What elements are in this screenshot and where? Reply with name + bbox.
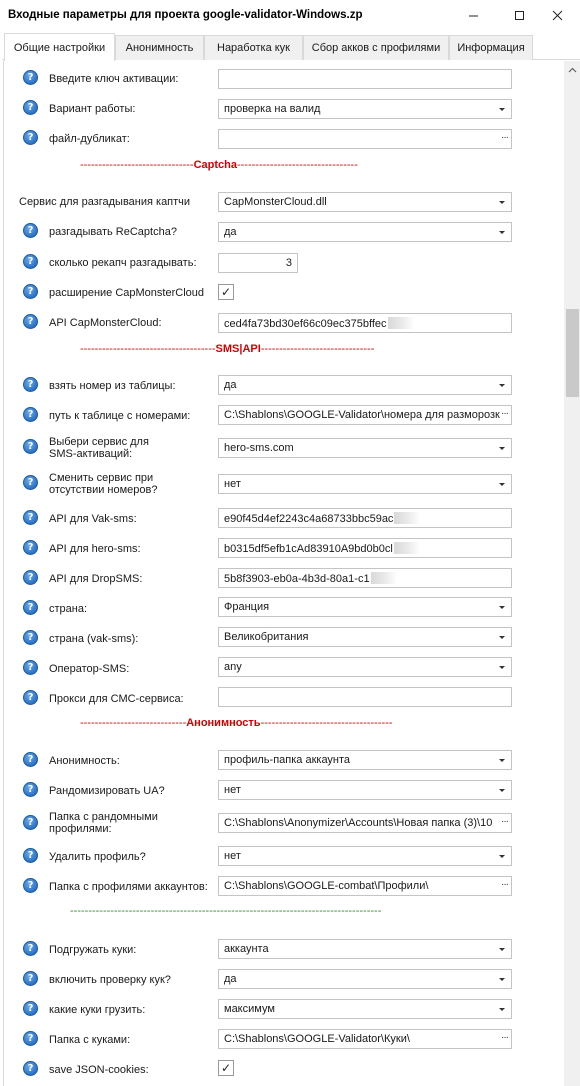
capmonster-extension-checkbox[interactable] xyxy=(218,284,234,300)
captcha-service-value: CapMonsterCloud.dll xyxy=(224,196,327,208)
country-vak-select[interactable] xyxy=(218,627,512,647)
tab-anonymity[interactable]: Анонимность xyxy=(115,35,204,60)
browse-icon[interactable]: ··· xyxy=(501,132,508,143)
separator-title: Анонимность xyxy=(186,717,261,729)
help-icon[interactable]: ? xyxy=(23,1061,38,1076)
separator-dashes: ------------------------------- xyxy=(260,343,375,355)
work-mode-label: Вариант работы: xyxy=(49,103,136,115)
help-icon[interactable]: ? xyxy=(23,752,38,767)
capmonster-api-label: API CapMonsterCloud: xyxy=(49,317,162,329)
help-icon[interactable]: ? xyxy=(23,70,38,85)
random-profiles-folder-value: C:\Shablons\Anonymizer\Accounts\Новая папка (3)\10 xyxy=(224,817,493,829)
separator-title: SMS|API xyxy=(215,343,261,355)
minimize-icon xyxy=(468,10,479,21)
minimize-button[interactable] xyxy=(450,0,496,30)
window-title: Входные параметры для проекта google-validator-Windows.zp xyxy=(8,9,363,21)
help-icon[interactable]: ? xyxy=(23,377,38,392)
load-cookies-select[interactable] xyxy=(218,939,512,959)
duplicate-file-input[interactable] xyxy=(218,129,512,149)
delete-profile-value: нет xyxy=(224,850,241,862)
scroll-up-button[interactable] xyxy=(564,61,580,78)
help-icon[interactable]: ? xyxy=(23,314,38,329)
help-icon[interactable]: ? xyxy=(23,815,38,830)
help-icon[interactable]: ? xyxy=(23,407,38,422)
save-json-cookies-label: save JSON-cookies: xyxy=(49,1064,149,1076)
help-icon[interactable]: ? xyxy=(23,878,38,893)
checkmark-icon: ✓ xyxy=(220,1061,232,1075)
help-icon[interactable]: ? xyxy=(23,510,38,525)
browse-icon[interactable]: ··· xyxy=(501,879,508,890)
api-vak-input[interactable] xyxy=(218,508,512,528)
cookies-folder-label: Папка с куками: xyxy=(49,1034,131,1046)
separator-dashes: ------------------------------- xyxy=(80,159,194,171)
change-service-label: Сменить сервис при отсутствии номеров? xyxy=(49,472,158,496)
country-vak-value: Великобритания xyxy=(224,631,309,643)
help-icon[interactable]: ? xyxy=(23,630,38,645)
country-vak-label: страна (vak-sms): xyxy=(49,633,139,645)
sms-api-separator xyxy=(80,343,374,355)
captcha-service-select[interactable] xyxy=(218,192,512,212)
sms-proxy-input[interactable] xyxy=(218,687,512,707)
separator-title: Captcha xyxy=(193,159,237,171)
activation-key-input[interactable] xyxy=(218,69,512,89)
tab-information[interactable]: Информация xyxy=(449,35,533,60)
help-icon[interactable]: ? xyxy=(23,439,38,454)
account-profiles-folder-input[interactable] xyxy=(218,876,512,896)
help-icon[interactable]: ? xyxy=(23,848,38,863)
numbers-table-path-input[interactable] xyxy=(218,405,512,425)
solve-recaptcha-value: да xyxy=(224,226,237,238)
separator-dashes: ------------------------------------- xyxy=(80,343,216,355)
check-cookies-value: да xyxy=(224,973,237,985)
browse-icon[interactable]: ··· xyxy=(501,816,508,827)
randomize-ua-value: нет xyxy=(224,784,241,796)
help-icon[interactable]: ? xyxy=(23,782,38,797)
help-icon[interactable]: ? xyxy=(23,1001,38,1016)
tab-general-settings[interactable]: Общие настройки xyxy=(4,33,115,61)
browse-icon[interactable]: ··· xyxy=(501,1032,508,1043)
api-vak-value: e90f45d4ef2243c4a68733bbc59ac xyxy=(224,513,394,525)
api-hero-value: b0315df5efb1cAd83910A9bd0b0cl xyxy=(224,543,393,555)
anonymity-label: Анонимность: xyxy=(49,755,120,767)
cookies-folder-value: C:\Shablons\GOOGLE-Validator\Куки\ xyxy=(224,1033,410,1045)
account-profiles-folder-label: Папка с профилями аккаунтов: xyxy=(49,881,208,893)
duplicate-file-label: файл-дубликат: xyxy=(49,133,130,145)
recaptcha-count-input[interactable]: 3 xyxy=(218,253,298,273)
settings-panel xyxy=(3,61,564,1086)
chevron-up-icon xyxy=(568,67,577,73)
randomize-ua-label: Рандомизировать UA? xyxy=(49,785,165,797)
country-value: Франция xyxy=(224,601,270,613)
captcha-separator xyxy=(80,159,358,171)
scroll-thumb[interactable] xyxy=(566,309,579,397)
api-vak-label: API для Vak-sms: xyxy=(49,513,137,525)
browse-icon[interactable]: ··· xyxy=(501,408,508,419)
anonymity-select[interactable] xyxy=(218,750,512,770)
capmonster-extension-label: расширение CapMonsterCloud xyxy=(49,287,204,299)
help-icon[interactable]: ? xyxy=(23,284,38,299)
numbers-table-path-value: C:\Shablons\GOOGLE-Validator\номера для разморозк xyxy=(224,409,500,421)
captcha-service-label: Сервис для разгадывания каптчи xyxy=(19,196,191,208)
account-profiles-folder-value: C:\Shablons\GOOGLE-combat\Профили\ xyxy=(224,880,429,892)
sms-proxy-label: Прокси для СМС-сервиса: xyxy=(49,693,184,705)
solve-recaptcha-label: разгадывать ReCaptcha? xyxy=(49,226,177,238)
which-cookies-select[interactable] xyxy=(218,999,512,1019)
separator-dashes: ----------------------------- xyxy=(80,717,187,729)
which-cookies-label: какие куки грузить: xyxy=(49,1004,146,1016)
help-icon[interactable]: ? xyxy=(23,130,38,145)
sms-operator-value: any xyxy=(224,661,242,673)
cookies-separator: ------------------------------------------------------------------------------------- xyxy=(70,905,382,917)
sms-service-label: Выбери сервис для SMS-активаций: xyxy=(49,436,149,460)
help-icon[interactable]: ? xyxy=(23,570,38,585)
checkmark-icon: ✓ xyxy=(220,285,232,299)
activation-key-label: Введите ключ активации: xyxy=(49,73,179,85)
help-icon[interactable]: ? xyxy=(23,100,38,115)
check-cookies-select[interactable] xyxy=(218,969,512,989)
window-titlebar xyxy=(0,0,580,32)
sms-service-value: hero-sms.com xyxy=(224,442,294,454)
change-service-select[interactable] xyxy=(218,474,512,494)
redaction-blur xyxy=(371,572,397,584)
separator-dashes: ------------------------------------ xyxy=(260,717,393,729)
help-icon[interactable]: ? xyxy=(23,223,38,238)
capmonster-api-value: ced4fa73bd30ef66c09ec375bffec xyxy=(224,318,387,330)
change-service-value: нет xyxy=(224,478,241,490)
close-icon xyxy=(552,10,563,21)
sms-service-select[interactable] xyxy=(218,438,512,458)
api-drop-label: API для DropSMS: xyxy=(49,573,143,585)
sms-operator-label: Оператор-SMS: xyxy=(49,663,130,675)
number-from-table-select[interactable] xyxy=(218,375,512,395)
sms-operator-select[interactable] xyxy=(218,657,512,677)
cookies-folder-input[interactable] xyxy=(218,1029,512,1049)
numbers-table-path-label: путь к таблице с номерами: xyxy=(49,410,191,422)
load-cookies-value: аккаунта xyxy=(224,943,269,955)
work-mode-value: проверка на валид xyxy=(224,103,321,115)
help-icon[interactable]: ? xyxy=(23,475,38,490)
capmonster-api-input[interactable] xyxy=(218,313,512,333)
separator-dashes: --------------------------------- xyxy=(236,159,358,171)
vertical-scrollbar[interactable] xyxy=(564,61,580,1086)
help-icon[interactable]: ? xyxy=(23,660,38,675)
help-icon[interactable]: ? xyxy=(23,600,38,615)
help-icon[interactable]: ? xyxy=(23,941,38,956)
redaction-blur xyxy=(388,317,414,329)
random-profiles-folder-input[interactable] xyxy=(218,813,512,833)
number-from-table-value: да xyxy=(224,379,237,391)
number-from-table-label: взять номер из таблицы: xyxy=(49,380,176,392)
close-button[interactable] xyxy=(534,0,580,30)
maximize-icon xyxy=(514,10,525,21)
redaction-blur xyxy=(394,512,420,524)
recaptcha-count-label: сколько рекапч разгадывать: xyxy=(49,257,197,269)
load-cookies-label: Подгружать куки: xyxy=(49,944,137,956)
randomize-ua-select[interactable] xyxy=(218,780,512,800)
random-profiles-folder-label: Папка с рандомными профилями: xyxy=(49,811,158,835)
tab-cookie-farming[interactable]: Наработка кук xyxy=(204,35,303,60)
delete-profile-select[interactable] xyxy=(218,846,512,866)
check-cookies-label: включить проверку кук? xyxy=(49,974,171,986)
help-icon[interactable]: ? xyxy=(23,1031,38,1046)
work-mode-select[interactable] xyxy=(218,99,512,119)
country-select[interactable] xyxy=(218,597,512,617)
anonymity-value: профиль-папка аккаунта xyxy=(224,754,351,766)
help-icon[interactable]: ? xyxy=(23,254,38,269)
anonymity-separator xyxy=(80,717,392,729)
help-icon[interactable]: ? xyxy=(23,971,38,986)
which-cookies-value: максимум xyxy=(224,1003,275,1015)
redaction-blur xyxy=(394,542,420,554)
api-hero-input[interactable] xyxy=(218,538,512,558)
api-drop-value: 5b8f3903-eb0a-4b3d-80a1-c1 xyxy=(224,573,370,585)
help-icon[interactable]: ? xyxy=(23,540,38,555)
solve-recaptcha-select[interactable] xyxy=(218,222,512,242)
delete-profile-label: Удалить профиль? xyxy=(49,851,146,863)
help-icon[interactable]: ? xyxy=(23,690,38,705)
api-hero-label: API для hero-sms: xyxy=(49,543,141,555)
save-json-cookies-checkbox[interactable] xyxy=(218,1060,234,1076)
tab-account-collection[interactable]: Сбор акков с профилями xyxy=(303,35,449,60)
api-drop-input[interactable] xyxy=(218,568,512,588)
country-label: страна: xyxy=(49,603,88,615)
